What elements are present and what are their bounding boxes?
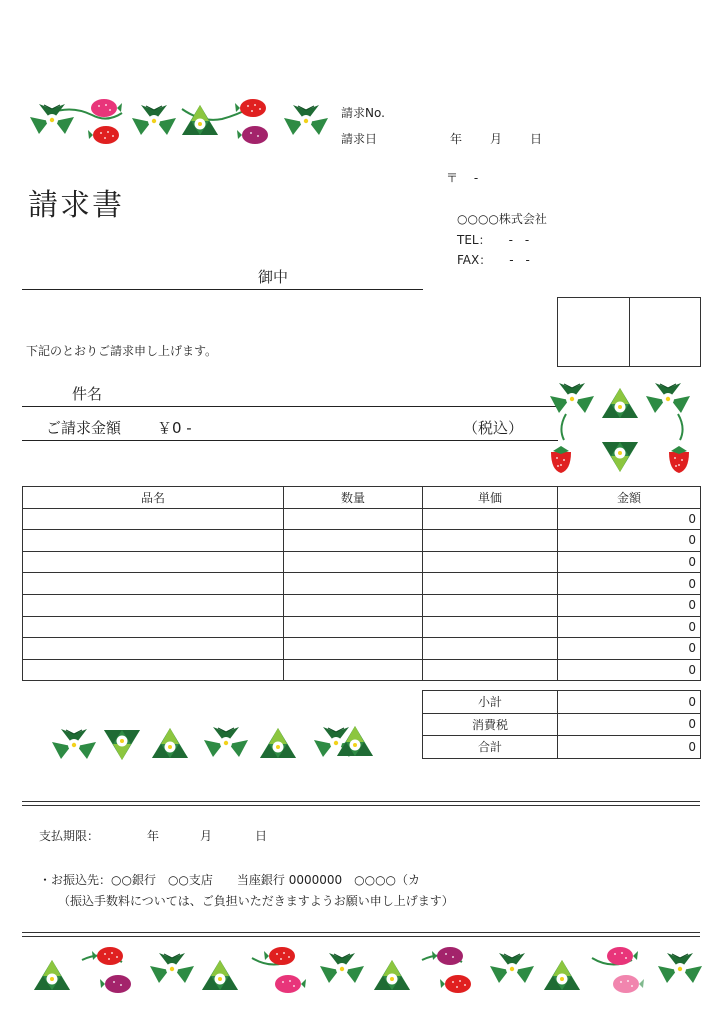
cell-unit-price[interactable] [423,616,558,638]
strawberry-leaf-flower-icon [202,960,238,990]
due-date-month: 月 [200,829,213,843]
amount-value: ￥0 - [157,419,192,437]
cell-item[interactable] [23,616,284,638]
cell-unit-price[interactable] [423,530,558,552]
strawberry-leaf-row [40,714,390,778]
cell-item[interactable] [23,508,284,530]
strawberry-leaf-flower-icon [204,727,248,757]
intro-text: 下記のとおりご請求申し上げます。 [26,344,218,358]
cell-qty[interactable] [284,551,423,573]
strawberry-leaf-flower-icon [284,105,328,135]
strawberry-icon [264,947,295,965]
subject-label: 件名 [72,385,103,403]
table-row [23,573,701,595]
tax-label: 消費税 [423,713,558,736]
strawberry-border-bottom [22,940,702,1002]
section-divider [22,801,700,806]
subtotal-value: 0 [558,691,701,714]
tax-row [423,713,701,736]
seal-box [557,297,701,367]
strawberry-leaf-flower-icon [320,953,364,983]
strawberry-icon [551,446,571,473]
strawberry-icon [88,126,119,144]
col-header-amount: 金額 [558,487,701,509]
cell-qty[interactable] [284,616,423,638]
invoice-date-year: 年 [450,132,463,146]
bank-info: ・お振込先：○○銀行 ○○支店 当座銀行 0000000 ○○○○（カ [39,873,421,887]
seal-cell [558,298,629,366]
strawberry-icon [432,947,463,965]
tax-included-note: （税込） [463,419,524,437]
footer-divider [22,932,700,937]
cell-qty[interactable] [284,508,423,530]
company-tel: TEL： - - [457,233,530,247]
cell-qty[interactable] [284,594,423,616]
summary-table [422,690,701,759]
invoice-number-label: 請求No. [341,106,385,120]
cell-item[interactable] [23,573,284,595]
table-header-row [23,487,701,509]
strawberry-icon [440,975,471,993]
invoice-date-label: 請求日 [341,132,378,146]
strawberry-icon [613,975,644,993]
strawberry-leaf-flower-icon [646,383,690,413]
postal-code: 〒 - [446,171,479,185]
strawberry-leaf-flower-icon [260,728,296,758]
company-name: ○○○○株式会社 [457,212,547,226]
col-header-unit-price: 単価 [423,487,558,509]
strawberry-leaf-flower-icon [490,953,534,983]
total-label: 合計 [423,736,558,759]
company-fax: FAX： - - [457,253,530,267]
strawberry-leaf-flower-icon [602,388,638,418]
invoice-date-day: 日 [530,132,543,146]
table-row [23,616,701,638]
table-row [23,551,701,573]
cell-amount: 0 [558,594,701,616]
strawberry-icon [92,947,123,965]
cell-unit-price[interactable] [423,638,558,660]
cell-unit-price[interactable] [423,659,558,681]
table-row [23,530,701,552]
due-date-label: 支払期限： [39,829,100,843]
cell-amount: 0 [558,530,701,552]
amount-underline [22,440,558,441]
subtotal-row [423,691,701,714]
cell-unit-price[interactable] [423,508,558,530]
cell-qty[interactable] [284,659,423,681]
strawberry-leaf-flower-icon [550,383,594,413]
cell-qty[interactable] [284,638,423,660]
cell-item[interactable] [23,659,284,681]
cell-unit-price[interactable] [423,551,558,573]
page-title: 請求書 [28,188,124,223]
strawberry-leaf-flower-icon [132,105,176,135]
strawberry-border-top [22,95,342,147]
table-row [23,659,701,681]
subtotal-label: 小計 [423,691,558,714]
strawberry-leaf-flower-icon [602,442,638,472]
recipient-suffix: 御中 [258,268,289,286]
cell-item[interactable] [23,638,284,660]
cell-amount: 0 [558,573,701,595]
strawberry-leaf-flower-icon [658,953,702,983]
transfer-fee-note: （振込手数料については、ご負担いただきますようお願い申し上げます） [58,894,454,908]
strawberry-leaf-flower-icon [52,729,96,759]
cell-amount: 0 [558,616,701,638]
cell-qty[interactable] [284,573,423,595]
cell-amount: 0 [558,551,701,573]
strawberry-icon [669,446,689,473]
recipient-underline [22,289,423,290]
strawberry-leaf-flower-icon [544,960,580,990]
strawberry-icon [237,126,268,144]
cell-item[interactable] [23,530,284,552]
cell-unit-price[interactable] [423,573,558,595]
strawberry-icon [235,99,266,117]
tax-value: 0 [558,713,701,736]
cell-item[interactable] [23,594,284,616]
due-date-year: 年 [147,829,160,843]
total-row [423,736,701,759]
cell-item[interactable] [23,551,284,573]
amount-label: ご請求金額 [46,419,122,437]
col-header-qty: 数量 [284,487,423,509]
strawberry-leaf-flower-icon [104,730,140,760]
strawberry-leaf-flower-icon [150,953,194,983]
seal-cell [629,298,701,366]
strawberry-icon [275,975,306,993]
table-row [23,638,701,660]
strawberry-icon [91,99,122,117]
strawberry-icon [607,947,638,965]
table-row [23,508,701,530]
cell-unit-price[interactable] [423,594,558,616]
due-date-day: 日 [255,829,268,843]
cell-amount: 0 [558,659,701,681]
total-value: 0 [558,736,701,759]
items-table [22,486,701,681]
cell-amount: 0 [558,638,701,660]
strawberry-leaf-flower-icon [152,728,188,758]
strawberry-vine-decoration [546,378,700,478]
invoice-date-month: 月 [490,132,503,146]
strawberry-leaf-flower-icon [374,960,410,990]
subject-underline [22,406,558,407]
cell-amount: 0 [558,508,701,530]
strawberry-leaf-flower-icon [34,960,70,990]
strawberry-icon [100,975,131,993]
col-header-item: 品名 [23,487,284,509]
table-row [23,594,701,616]
cell-qty[interactable] [284,530,423,552]
